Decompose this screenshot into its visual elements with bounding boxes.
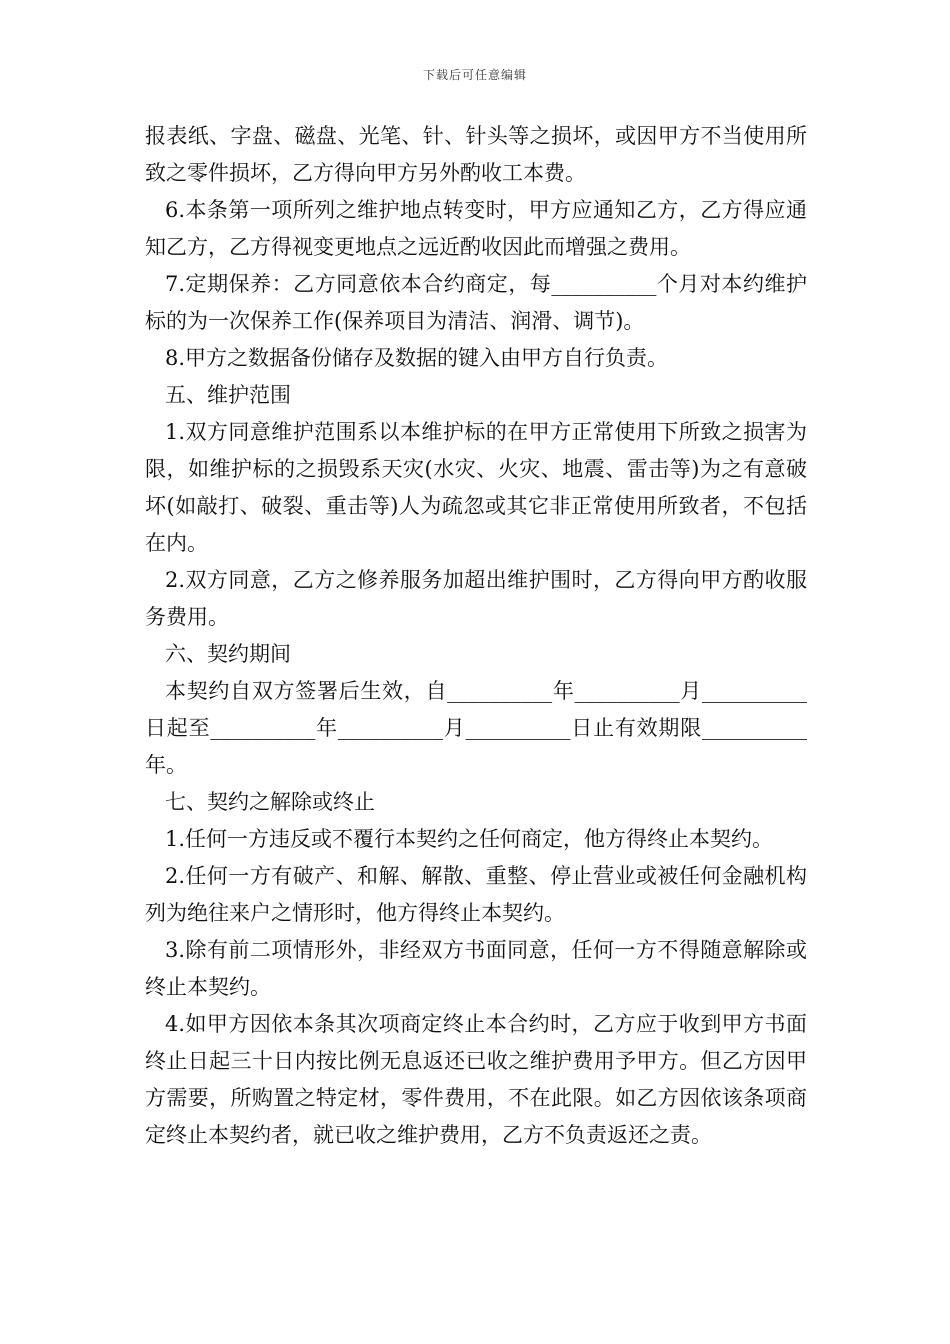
paragraph-termination-2: 2.任何一方有破产、和解、解散、重整、停止营业或被任何金融机构列为绝往来户之情形时，他方得终止本契约。: [145, 864, 807, 925]
section-heading-contract-period: 六、契约期间: [165, 642, 291, 666]
paragraph-equipment-damage: 报表纸、字盘、磁盘、光笔、针、针头等之损坏，或因甲方不当使用所致之零件损坏，乙方得向甲方另外酌收工本费。: [145, 124, 807, 185]
paragraph-clause-8: 8.甲方之数据备份储存及数据的键入由甲方自行负责。: [165, 346, 669, 370]
paragraph-scope-2: 2.双方同意，乙方之修养服务加超出维护围时，乙方得向甲方酌收服务费用。: [145, 568, 807, 629]
paragraph-termination-1: 1.任何一方违反或不覆行本契约之任何商定，他方得终止本契约。: [165, 827, 774, 851]
document-body: [145, 118, 807, 1154]
paragraph-clause-6: 6.本条第一项所列之维护地点转变时，甲方应通知乙方，乙方得应通知乙方，乙方得视变更地点之远近酌收因此而增强之费用。: [145, 198, 807, 259]
paragraph-termination-4: 4.如甲方因依本条其次项商定终止本合约时，乙方应于收到甲方书面终止日起三十日内按比例无息返还已收之维护费用予甲方。但乙方因甲方需要，所购置之特定材，零件费用，不在此限。如乙方因依该条项商定终止本契约者，就已收之维护费用，乙方不负责返还之责。: [145, 1012, 807, 1147]
page-header-note: 下载后可任意编辑: [422, 68, 527, 82]
paragraph-clause-7: 7.定期保养：乙方同意依本合约商定，每__________个月对本约维护标的为一次保养工作(保养项目为清洁、润滑、调节)。: [145, 272, 807, 333]
section-heading-termination: 七、契约之解除或终止: [165, 790, 375, 814]
paragraph-scope-1: 1.双方同意维护范围系以本维护标的在甲方正常使用下所致之损害为限，如维护标的之损毁系天灾(水灾、火灾、地震、雷击等)为之有意破坏(如敲打、破裂、重击等)人为疏忽或其它非正常使用所致者，不包括在内。: [145, 420, 807, 555]
section-heading-maintenance-scope: 五、维护范围: [165, 383, 291, 407]
paragraph-contract-period: 本契约自双方签署后生效，自__________年__________月__________日起至__________年__________月__________日止有效期限__________年。: [145, 679, 807, 777]
paragraph-termination-3: 3.除有前二项情形外，非经双方书面同意，任何一方不得随意解除或终止本契约。: [145, 938, 807, 999]
